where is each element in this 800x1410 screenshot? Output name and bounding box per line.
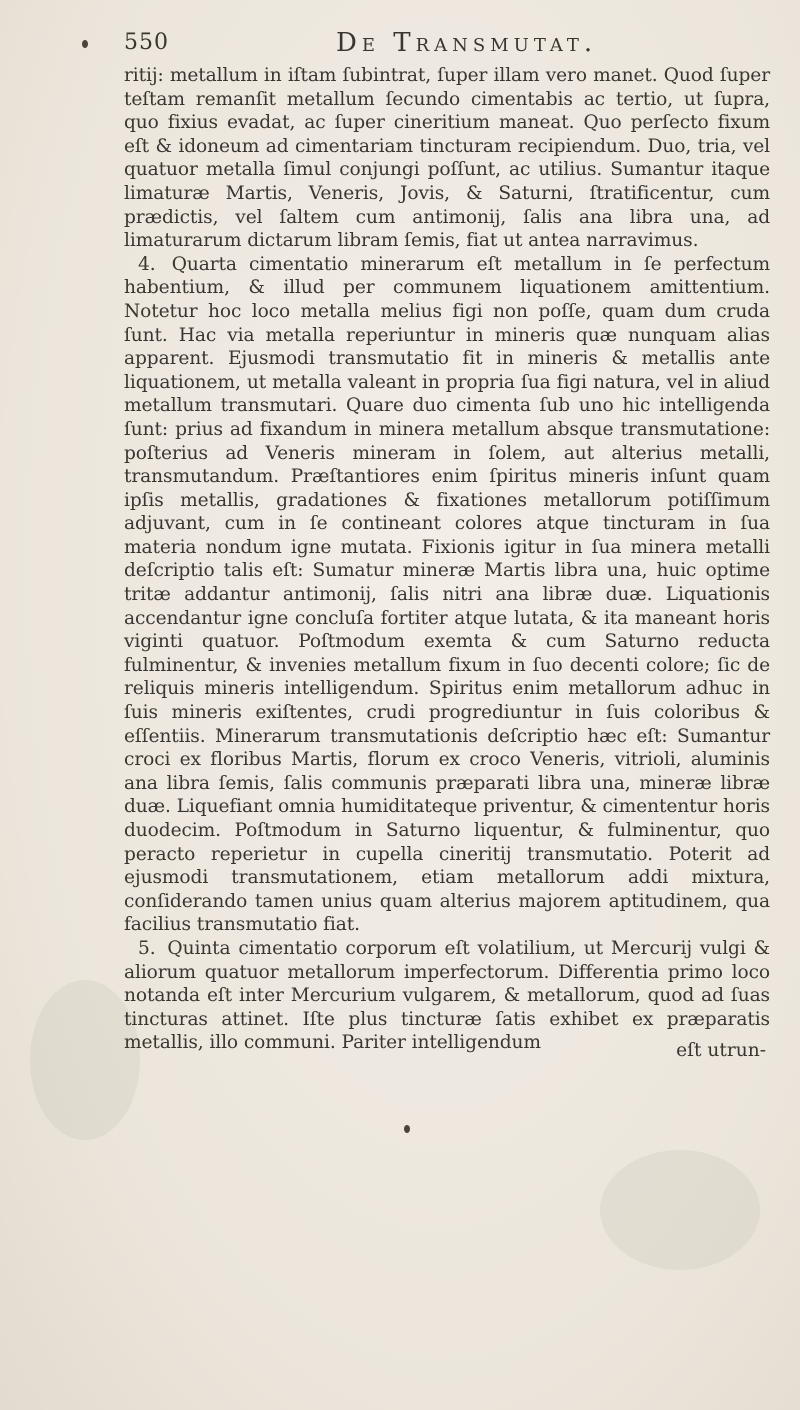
paragraph-number: 4. [138,253,156,275]
paragraph-text: ritij: metallum in iſtam ſubintrat, ſuper illam vero manet. Quod ſuper teſtam remanſit metallum ſecundo cimentabis ac tertio, ut ſupra, quo fixius evadat, ac ſuper cineritium maneat. Quo perſecto fixum eſt & idoneum ad cimentariam tincturam recipiendum. Duo, tria, vel quatuor metalla ſimul conjungi poſſunt, ac utilius. Sumantur itaque limaturæ Martis, Veneris, Jovis, & Saturni, ſtratificentur, cum prædictis, vel ſaltem cum antimonij, ſalis ana libra una, ad limaturarum dictarum libram ſemis, fiat ut antea narravimus. [124,65,770,252]
paragraph-continuation [124,64,770,253]
catchword: eſt utrun- [676,1040,766,1061]
running-title: De Transmutat. [336,28,598,58]
paragraph-4 [124,253,770,937]
paragraph-number: 5. [138,937,156,959]
paragraph-text: Quarta cimentatio minerarum eſt metallum in ſe perfectum habentium, & illud per communem liquationem amittentium. Notetur hoc loco metalla melius figi non poſſe, quam dum cruda ſunt. Hac via metalla reperiuntur in mineris quæ nunquam alias apparent. Ejusmodi transmutatio fit in mineris & metallis ante liquationem, ut metalla valeant in propria ſua figi natura, vel in aliud metallum transmutari. Quare duo cimenta ſub uno hic intelligenda ſunt: prius ad fixandum in minera metallum absque transmutatione: poſterius ad Veneris mineram in ſolem, aut alterius metalli, transmutandum. Præſtantiores enim ſpiritus mineris inſunt quam ipſis metallis, gradationes & fixationes metallorum potiſſimum adjuvant, cum in ſe contineant colores atque tincturam in ſua materia nondum igne mutata. Fixionis igitur in ſua minera metalli deſcriptio talis eſt: Sumatur mineræ Martis libra una, huic optime tritæ addantur antimonij, ſalis nitri ana libræ duæ. Liquationis accendantur igne concluſa fortiter atque lutata, & ita maneant horis viginti quatuor. Poſtmodum exemta & cum Saturno reducta fulminentur, & invenies metallum fixum in ſuo decenti colore; ſic de reliquis mineris intelligendum. Spiritus enim metallorum adhuc in ſuis mineris exiſtentes, crudi progrediuntur in ſuis coloribus & eſſentiis. Minerarum transmutationis deſcriptio hæc eſt: Sumantur croci ex floribus Martis, florum ex croco Veneris, vitrioli, aluminis ana libra ſemis, ſalis communis præparati libra una, mineræ libræ duæ. Liquefiant omnia humiditateque priventur, & cimententur horis duodecim. Poſtmodum in Saturno liquentur, & fulminentur, quo peracto reperietur in cupella cineritij transmutatio. Poterit ad ejusmodi transmutationem, etiam metallorum addi mixtura, conſiderando tamen unius quam alterius majorem aptitudinem, qua facilius transmutatio fiat. [124,253,770,936]
page-number: 550 [124,30,169,55]
ink-speck [404,1125,410,1133]
page-header [124,28,764,68]
body-text [124,64,770,1055]
paragraph-text: Quinta cimentatio corporum eſt volatilium, ut Mercurij vulgi & aliorum quatuor metallorum imperfectorum. Differentia primo loco notanda eſt inter Mercurium vulgarem, & metallorum, quod ad ſuas tincturas attinet. Iſte plus tincturæ ſatis exhibet ex præparatis metallis, illo communi. Pariter intelligendum [124,937,771,1054]
ink-speck [82,40,88,48]
paper-stain [600,1150,760,1270]
paragraph-5 [124,937,770,1055]
